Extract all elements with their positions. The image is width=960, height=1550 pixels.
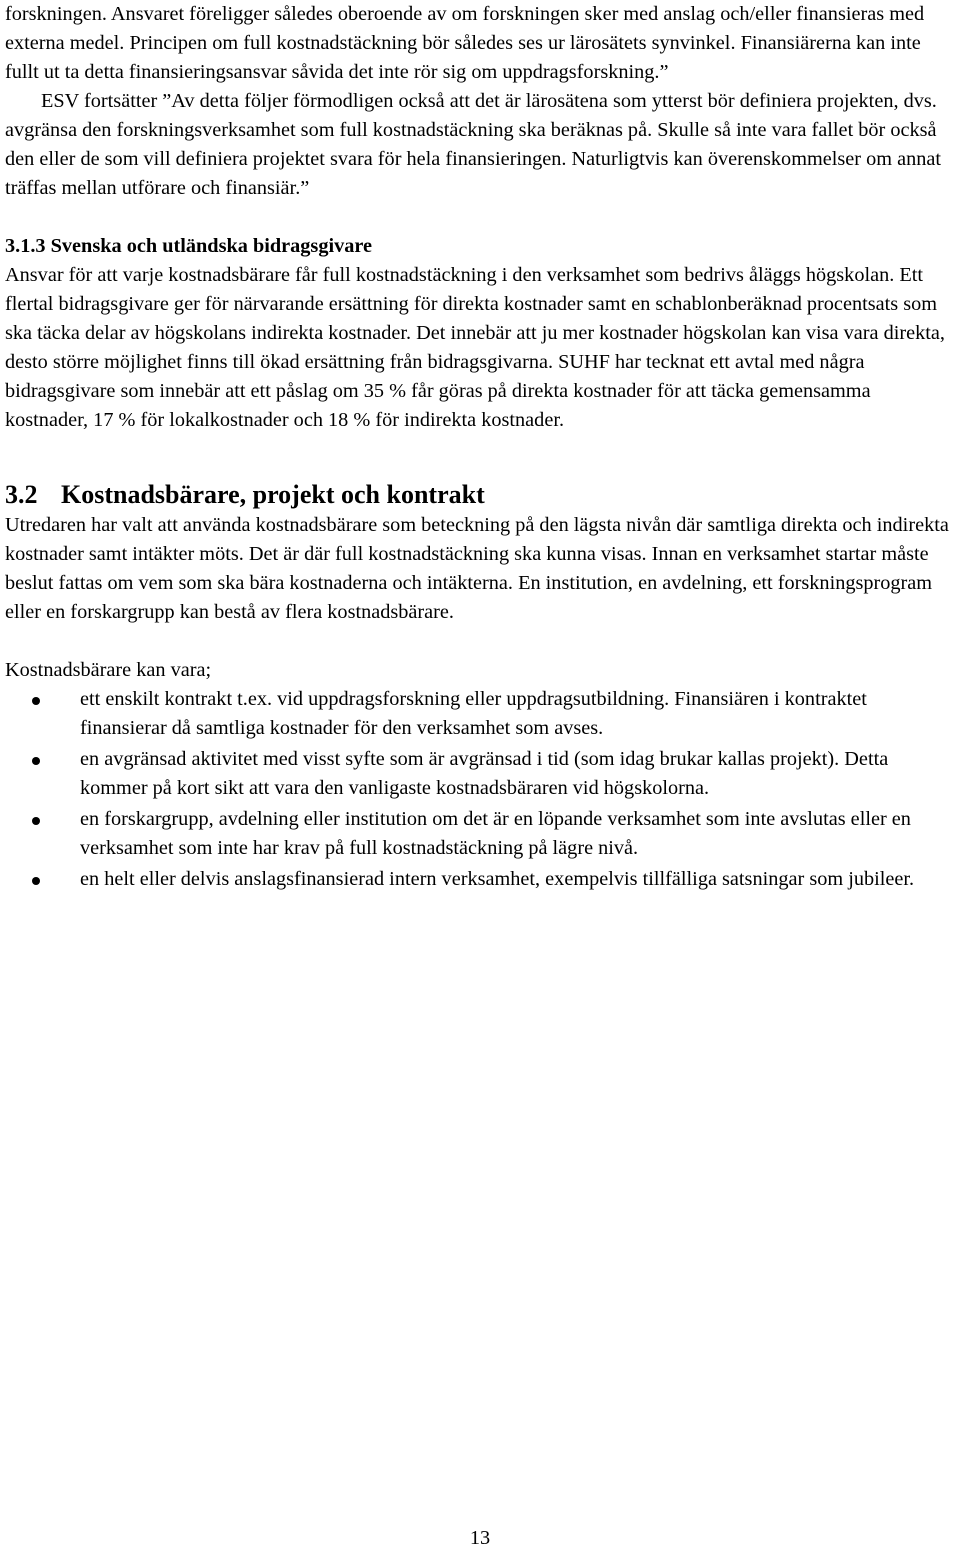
section-3-2-paragraph: Utredaren har valt att använda kostnadsbärare som beteckning på den lägsta nivån där samtliga direkta och indirekta kostnader samt intäkter möts. Det är där full kostnadstäckning ska kunna visas. Innan en verksamhet startar måste beslut fattas om vem som ska bära kostnaderna och intäkterna. En institution, en avdelning, ett forskningsprogram eller en forskargrupp kan bestå av flera kostnadsbärare. xyxy=(5,514,949,623)
list-item xyxy=(5,685,955,743)
list-item xyxy=(5,865,955,894)
spacer xyxy=(5,627,955,656)
list-item-text: ett enskilt kontrakt t.ex. vid uppdragsforskning eller uppdragsutbildning. Finansiären i kontraktet finansierar då samtliga kostnader för den verksamhet som avses. xyxy=(80,688,867,739)
bullet-icon xyxy=(32,817,40,825)
list-intro: Kostnadsbärare kan vara; xyxy=(5,659,212,681)
section-title: Kostnadsbärare, projekt och kontrakt xyxy=(61,480,485,509)
section-heading-3-1-3: 3.1.3 Svenska och utländska bidragsgivare xyxy=(5,235,373,257)
list-item-text: en helt eller delvis anslagsfinansierad intern verksamhet, exempelvis tillfälliga satsningar som jubileer. xyxy=(80,868,915,890)
body-paragraph-continued: forskningen. Ansvaret föreligger således oberoende av om forskningen sker med anslag och/eller finansieras med externa medel. Principen om full kostnadstäckning bör således ses ur lärosätets synvinkel. Finansiärerna kan inte fullt ut ta detta finansieringsansvar såvida det inte rör sig om uppdragsforskning.” xyxy=(5,3,925,83)
section-heading-3-2 xyxy=(5,479,955,511)
bullet-icon xyxy=(32,877,40,885)
bullet-icon xyxy=(32,757,40,765)
bullet-icon xyxy=(32,697,40,705)
page-number: 13 xyxy=(469,1527,491,1549)
spacer xyxy=(5,435,955,479)
esv-quote-paragraph: ESV fortsätter ”Av detta följer förmodligen också att det är lärosätena som ytterst bör definiera projekten, dvs. avgränsa den forskningsverksamhet som full kostnadstäckning ska beräknas på. Skulle så inte vara fallet bör också den eller de som vill definiera projektet svara för hela finansieringen. Naturligtvis kan överenskommelser om annat träffas mellan utförare och finansiär.” xyxy=(5,90,942,199)
section-3-1-3-paragraph: Ansvar för att varje kostnadsbärare får full kostnadstäckning i den verksamhet som bedrivs åläggs högskolan. Ett flertal bidragsgivare ger för närvarande ersättning för direkta kostnader samt en schablonberäknad procentsats som ska täcka delar av högskolans indirekta kostnader. Det innebär att ju mer kostnader högskolan kan visa vara direkta, desto större möjlighet finns till ökad ersättning från bidragsgivarna. SUHF har tecknat ett avtal med några bidragsgivare som innebär att ett påslag om 35 % får göras på direkta kostnader för att täcka gemensamma kostnader, 17 % för lokalkostnader och 18 % för indirekta kostnader. xyxy=(5,264,945,431)
list-item-text: en avgränsad aktivitet med visst syfte som är avgränsad i tid (som idag brukar kallas projekt). Detta kommer på kort sikt att vara den vanligaste kostnadsbäraren vid högskolorna. xyxy=(80,748,889,799)
kostnadsbarare-list xyxy=(5,685,955,894)
list-item xyxy=(5,745,955,803)
section-number: 3.2 xyxy=(5,480,38,509)
list-item xyxy=(5,805,955,863)
list-item-text: en forskargrupp, avdelning eller institution om det är en löpande verksamhet som inte avslutas eller en verksamhet som inte har krav på full kostnadstäckning på lägre nivå. xyxy=(80,808,911,859)
document-page xyxy=(5,0,955,896)
spacer xyxy=(5,203,955,232)
